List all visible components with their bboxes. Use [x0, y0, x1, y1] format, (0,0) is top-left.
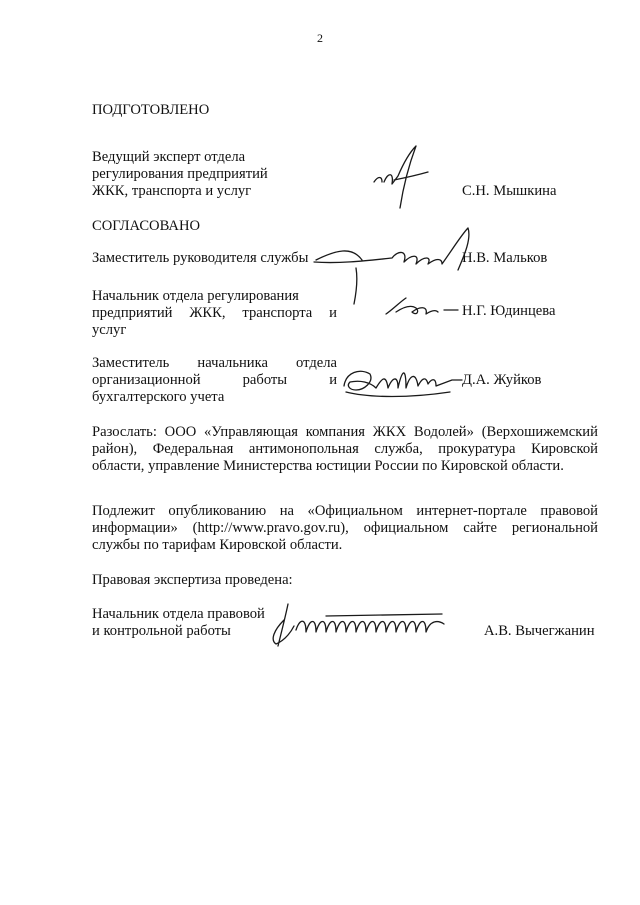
publication-word: опубликованию [168, 503, 267, 519]
prepared-name: С.Н. Мышкина [462, 183, 557, 199]
publication-word: Подлежит [92, 503, 155, 519]
publication-line-2 [92, 520, 598, 537]
regulation-head-word: ЖКК, [189, 305, 226, 321]
legal-review-name: А.В. Вычегжанин [484, 623, 595, 639]
legal-review-line-1: Начальник отдела правовой [92, 606, 265, 622]
distribution-word: район), [92, 441, 138, 457]
agreed-heading: СОГЛАСОВАНО [92, 218, 201, 234]
publication-word: информации» [92, 520, 178, 536]
publication-word: службы по тарифам Кировской области. [92, 537, 343, 553]
org-deputy-name: Д.А. Жуйков [462, 372, 542, 388]
org-deputy-position [92, 355, 337, 406]
distribution-word: прокуратура [438, 441, 516, 457]
prepared-position-line-1: Ведущий эксперт отдела [92, 149, 246, 165]
publication-word: официальном [363, 520, 449, 536]
org-deputy-word: Заместитель [92, 355, 170, 371]
org-deputy-word: отдела [296, 355, 337, 371]
distribution-word: Федеральная [152, 441, 234, 457]
distribution-word: ООО [164, 424, 197, 440]
distribution-word: области, управление Министерства юстиции России по Кировской области. [92, 458, 564, 474]
distribution-paragraph [92, 424, 598, 475]
deputy-head-position: Заместитель руководителя службы [92, 250, 309, 266]
prepared-position-line-3: ЖКК, транспорта и услуг [92, 183, 252, 199]
distribution-line-2 [92, 441, 598, 458]
regulation-head-word: и [329, 305, 337, 321]
regulation-head-word: транспорта [242, 305, 313, 321]
publication-line-3 [92, 537, 598, 554]
regulation-head-name: Н.Г. Юдинцева [462, 303, 556, 319]
distribution-word: Кировской [531, 441, 598, 457]
distribution-line-1 [92, 424, 598, 441]
distribution-word: компания [305, 424, 366, 440]
publication-word: на [279, 503, 294, 519]
signature-yudintseva [382, 294, 462, 324]
distribution-word: служба, [374, 441, 423, 457]
org-deputy-line-3: бухгалтерского учета [92, 389, 225, 405]
page-number: 2 [317, 31, 323, 45]
publication-word: сайте [463, 520, 498, 536]
signature-zhuykov [340, 360, 475, 405]
regulation-head-line-1: Начальник отдела регулирования [92, 288, 299, 304]
org-deputy-line-1 [92, 355, 337, 372]
regulation-head-word: предприятий [92, 305, 173, 321]
legal-review-line-2: и контрольной работы [92, 623, 231, 639]
prepared-position [92, 149, 337, 200]
distribution-word: (Верхошижемский [481, 424, 598, 440]
publication-word: интернет-портале [416, 503, 527, 519]
publication-word: «Официальном [307, 503, 403, 519]
regulation-head-line-2 [92, 305, 337, 322]
org-deputy-word: и [329, 372, 337, 388]
publication-word: правовой [540, 503, 598, 519]
legal-review-text: Правовая экспертиза проведена: [92, 572, 293, 588]
org-deputy-line-2 [92, 372, 337, 389]
distribution-word: антимонопольная [248, 441, 359, 457]
distribution-word: «Управляющая [204, 424, 299, 440]
distribution-line-3 [92, 458, 598, 475]
distribution-word: ЖКХ [372, 424, 407, 440]
distribution-word: Разослать: [92, 424, 157, 440]
publication-paragraph [92, 503, 598, 554]
distribution-word: Водолей» [413, 424, 474, 440]
org-deputy-word: работы [242, 372, 288, 388]
publication-word: региональной [511, 520, 598, 536]
signature-myshkina [370, 142, 440, 212]
prepared-position-line-2: регулирования предприятий [92, 166, 268, 182]
publication-line-1 [92, 503, 598, 520]
publication-link: (http://www.pravo.gov.ru), [192, 520, 349, 536]
org-deputy-word: организационной [92, 372, 201, 388]
signature-vychegzhanin [266, 600, 466, 650]
org-deputy-word: начальника [197, 355, 268, 371]
prepared-heading: ПОДГОТОВЛЕНО [92, 102, 210, 118]
deputy-head-name: Н.В. Мальков [462, 250, 548, 266]
regulation-head-line-3: услуг [92, 322, 127, 338]
regulation-head-position [92, 288, 337, 339]
